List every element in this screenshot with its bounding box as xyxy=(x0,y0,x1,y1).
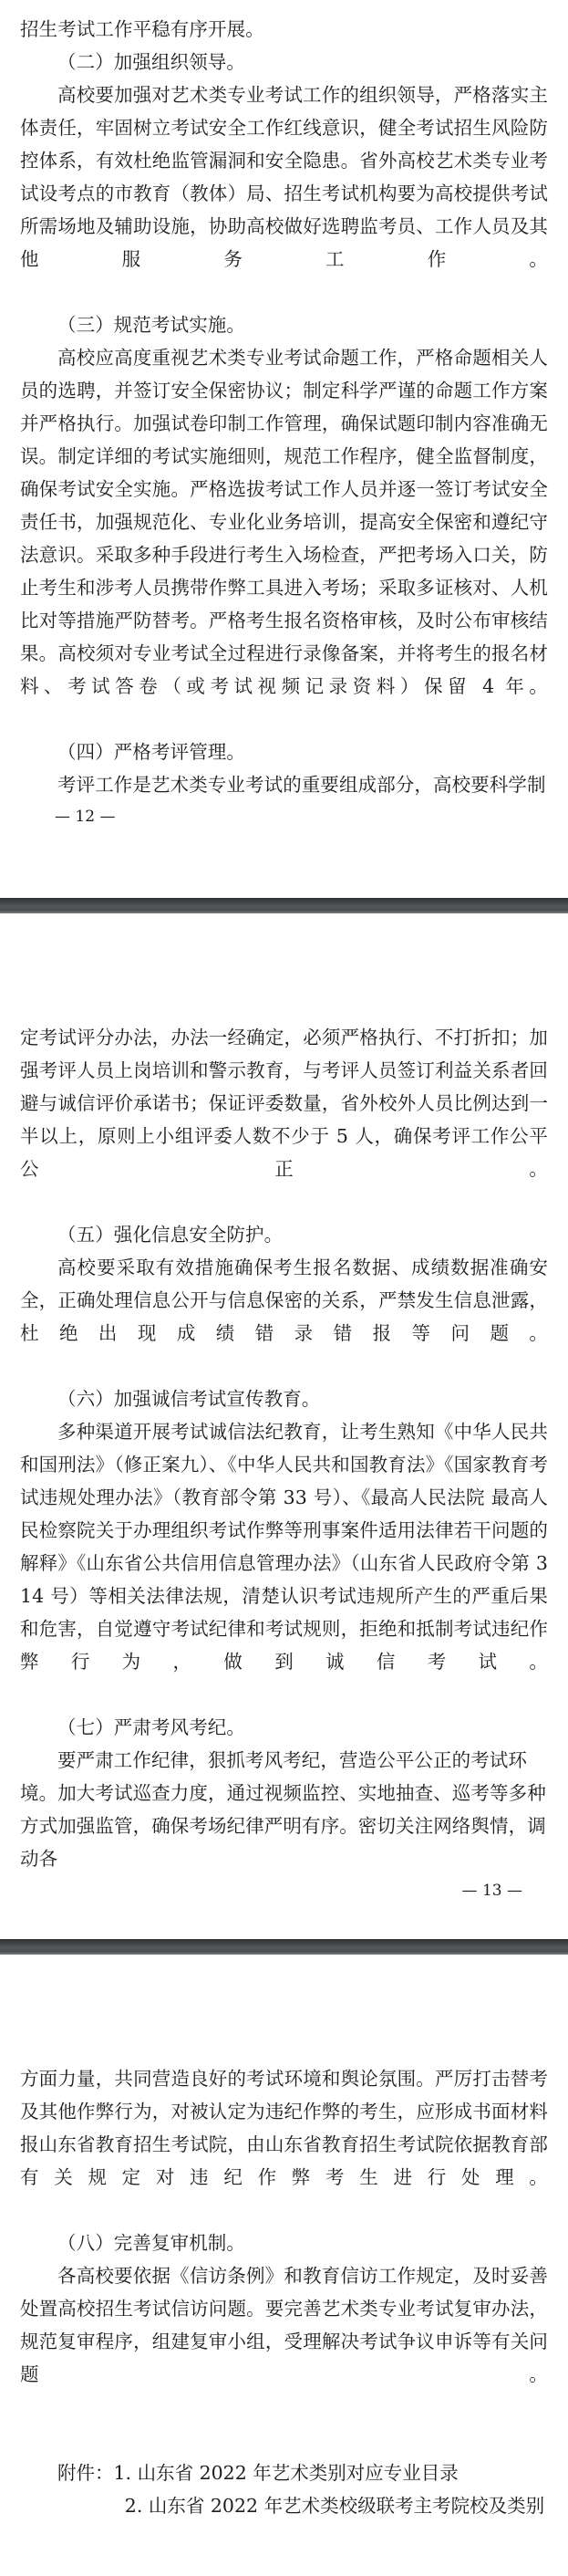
paragraph-information-security: 高校要采取有效措施确保考生报名数据、成绩数据准确安全，正确处理信息公开与信息保密的关系，严禁发生信息泄露，杜绝出现成绩错录错报等问题。 xyxy=(20,1257,548,1344)
paragraph-integrity-education: 多种渠道开展考试诚信法纪教育，让考生熟知《中华人民共和国刑法》（修正案九）、《中华人民共和国教育法》《国家教育考试违规处理办法》（教育部令第 33 号）、《最高人民法院 最高人民检察院关于办理组织考试作弊等刑事案件适用法律若干问题的解释》《山东省公共信用信息管理办法》（山东省人民政府令第 314 号）等相关法律法规，清楚认识考试违规所产生的严重后果和危害，自觉遵守考试纪律和考试规则，拒绝和抵制考试违纪作弊行为，做到诚信考试。 xyxy=(20,1421,548,1673)
page-separator-1 xyxy=(0,898,568,913)
page-12-bottom-margin xyxy=(0,832,568,898)
paragraph-continuation: 招生考试工作平稳有序开展。 xyxy=(20,18,264,40)
page-14-bottom-margin xyxy=(0,2522,568,2555)
page-14-top-margin xyxy=(0,1955,568,2062)
paragraph-scoring-method-continuation: 定考试评分办法，办法一经确定，必须严格执行、不打折扣；加强考评人员上岗培训和警示教育，与考评人员签订利益关系者回避与诚信评价承诺书；保证评委数量，省外校外人员比例达到一半以上，原则上小组评委人数不少于 5 人，确保考评工作公平公正。 xyxy=(20,1027,548,1180)
section-heading-six: （六）加强诚信考试宣传教育。 xyxy=(57,1388,321,1410)
attachment-item-2: 2. 山东省 2022 年艺术类校级联考主考院校及类别 xyxy=(124,2495,545,2517)
section-heading-three: （三）规范考试实施。 xyxy=(57,314,245,336)
page-number-13: — 13 — xyxy=(461,1882,522,1900)
document-page-12 xyxy=(0,0,568,898)
page-number-12: — 12 — xyxy=(55,808,116,826)
section-heading-eight: （八）完善复审机制。 xyxy=(57,2232,245,2254)
section-heading-two: （二）加强组织领导。 xyxy=(57,51,245,73)
attachment-item-1: 附件：1. 山东省 2022 年艺术类别对应专业目录 xyxy=(57,2462,459,2484)
paragraph-exam-discipline: 要严肃工作纪律，狠抓考风考纪，营造公平公正的考试环境。加大考试巡查力度，通过视频监控、实地抽查、巡考等多种方式加强监管，确保考场纪律严明有序。密切关注网络舆情，调动各 xyxy=(20,1749,546,1870)
paragraph-public-opinion-continuation: 方面力量，共同营造良好的考试环境和舆论氛围。严厉打击替考及其他作弊行为，对被认定为违纪作弊的考生，应形成书面材料报山东省教育招生考试院，由山东省教育招生考试院依据教育部有关规定对违纪作弊考生进行处理。 xyxy=(20,2068,548,2188)
document-page-13 xyxy=(0,913,568,1939)
section-heading-seven: （七）严肃考风考纪。 xyxy=(57,1716,245,1738)
document-page-14 xyxy=(0,1955,568,2555)
page-14-body xyxy=(0,2062,568,2522)
attachment-gap xyxy=(20,2424,548,2456)
paragraph-organizational-leadership: 高校要加强对艺术类专业考试工作的组织领导，严格落实主体责任，牢固树立考试安全工作红线意识，健全考试招生风险防控体系，有效杜绝监管漏洞和安全隐患。省外高校艺术类专业考试设考点的市教育（教体）局、招生考试机构要为高校提供考试所需场地及辅助设施，协助高校做好选聘监考员、工作人员及其他服务工作。 xyxy=(20,84,548,270)
page-13-bottom-margin xyxy=(0,1906,568,1939)
paragraph-review-mechanism: 各高校要依据《信访条例》和教育信访工作规定，及时妥善处置高校招生考试信访问题。要完善艺术类专业考试复审办法，规范复审程序，组建复审小组，受理解决考试争议申诉等有关问题。 xyxy=(20,2265,548,2385)
page-13-top-margin xyxy=(0,913,568,1021)
paragraph-evaluation-management: 考评工作是艺术类专业考试的重要组成部分，高校要科学制 xyxy=(57,774,546,796)
paragraph-exam-implementation: 高校应高度重视艺术类专业考试命题工作，严格命题相关人员的选聘，并签订安全保密协议；制定科学严谨的命题工作方案并严格执行。加强试卷印制工作管理，确保试题印制内容准确无误。制定详细的考试实施细则，规范工作程序，健全监督制度，确保考试安全实施。严格选拔考试工作人员并逐一签订考试安全责任书，加强规范化、专业化业务培训，提高安全保密和遵纪守法意识。采取多种手段进行考生入场检查，严把考场入口关，防止考生和涉考人员携带作弊工具进入考场；采取多证核对、人机比对等措施严防替考。严格考生报名资格审核，及时公布审核结果。高校须对专业考试全过程进行录像备案，并将考生的报名材料、考试答卷（或考试视频记录资料）保留 4 年。 xyxy=(20,347,548,697)
page-separator-2 xyxy=(0,1939,568,1955)
section-heading-four: （四）严格考评管理。 xyxy=(57,741,245,763)
page-top-margin xyxy=(0,0,568,13)
page-12-body xyxy=(0,13,568,832)
section-heading-five: （五）强化信息安全防护。 xyxy=(57,1224,284,1246)
page-13-body xyxy=(0,1021,568,1906)
